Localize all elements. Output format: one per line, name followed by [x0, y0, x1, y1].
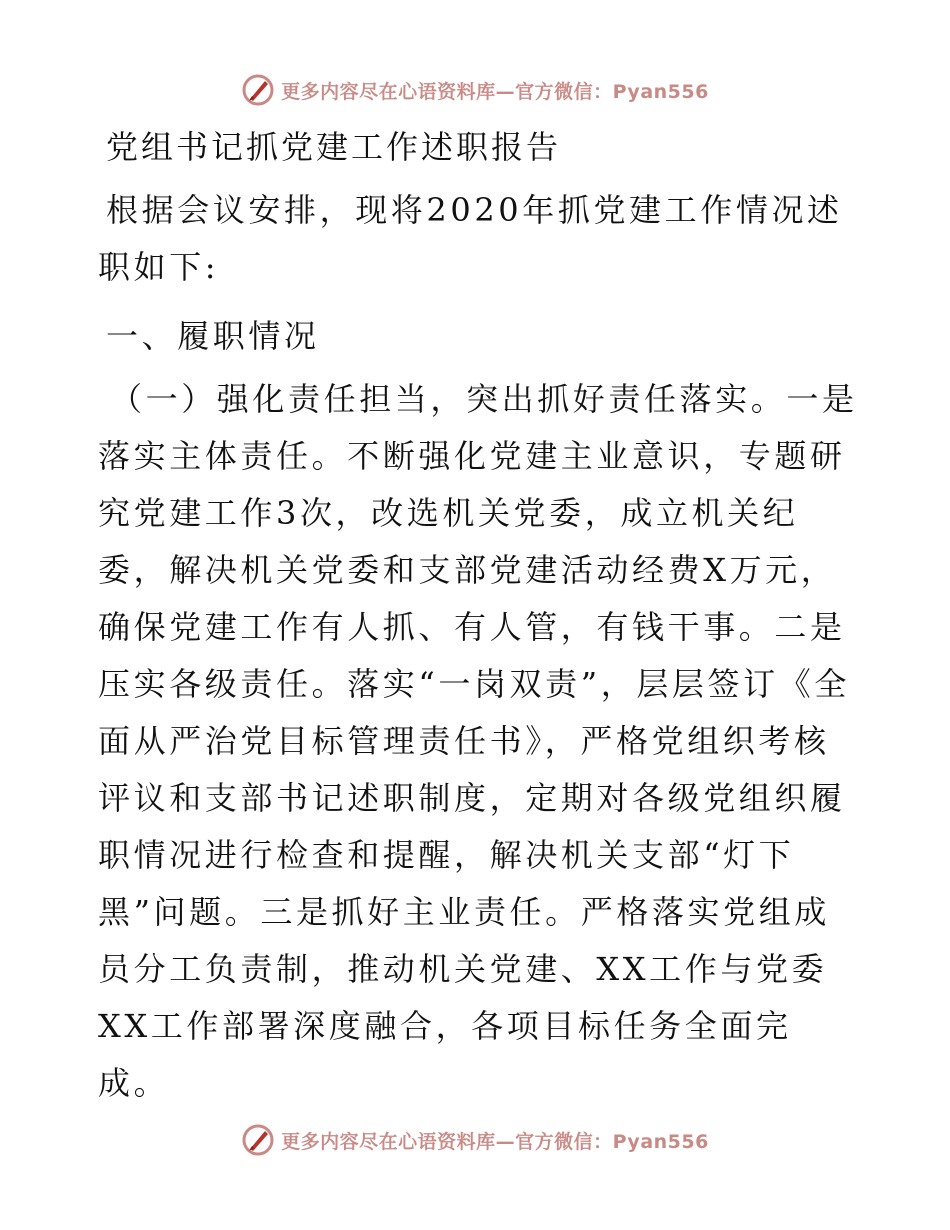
document-body [98, 120, 858, 1112]
document-title: 党组书记抓党建工作述职报告 [106, 128, 562, 166]
quill-pen-circle-icon [241, 1123, 275, 1157]
section-heading: 一、履职情况 [106, 317, 320, 355]
watermark-header [0, 70, 950, 110]
quill-pen-circle-icon [241, 73, 275, 107]
watermark-footer [0, 1120, 950, 1160]
watermark-text: 更多内容尽在心语资料库—官方微信：Pyan556 [281, 1130, 709, 1153]
intro-paragraph: 根据会议安排，现将2020年抓党建工作情况述职如下: [98, 191, 843, 286]
watermark-text: 更多内容尽在心语资料库—官方微信：Pyan556 [281, 80, 709, 103]
body-paragraph: （一）强化责任担当，突出抓好责任落实。一是落实主体责任。不断强化党建主业意识，专题研究党建工作3次，改选机关党委，成立机关纪委，解决机关党委和支部党建活动经费X万元，确保党建工作有人抓、有人管，有钱干事。二是压实各级责任。落实“一岗双责”，层层签订《全面从严治党目标管理责任书》，严格党组织考核评议和支部书记述职制度，定期对各级党组织履职情况进行检查和提醒，解决机关支部“灯下黑”问题。三是抓好主业责任。严格落实党组成员分工负责制，推动机关党建、XX工作与党委XX工作部署深度融合，各项目标任务全面完成。 [98, 380, 858, 1102]
